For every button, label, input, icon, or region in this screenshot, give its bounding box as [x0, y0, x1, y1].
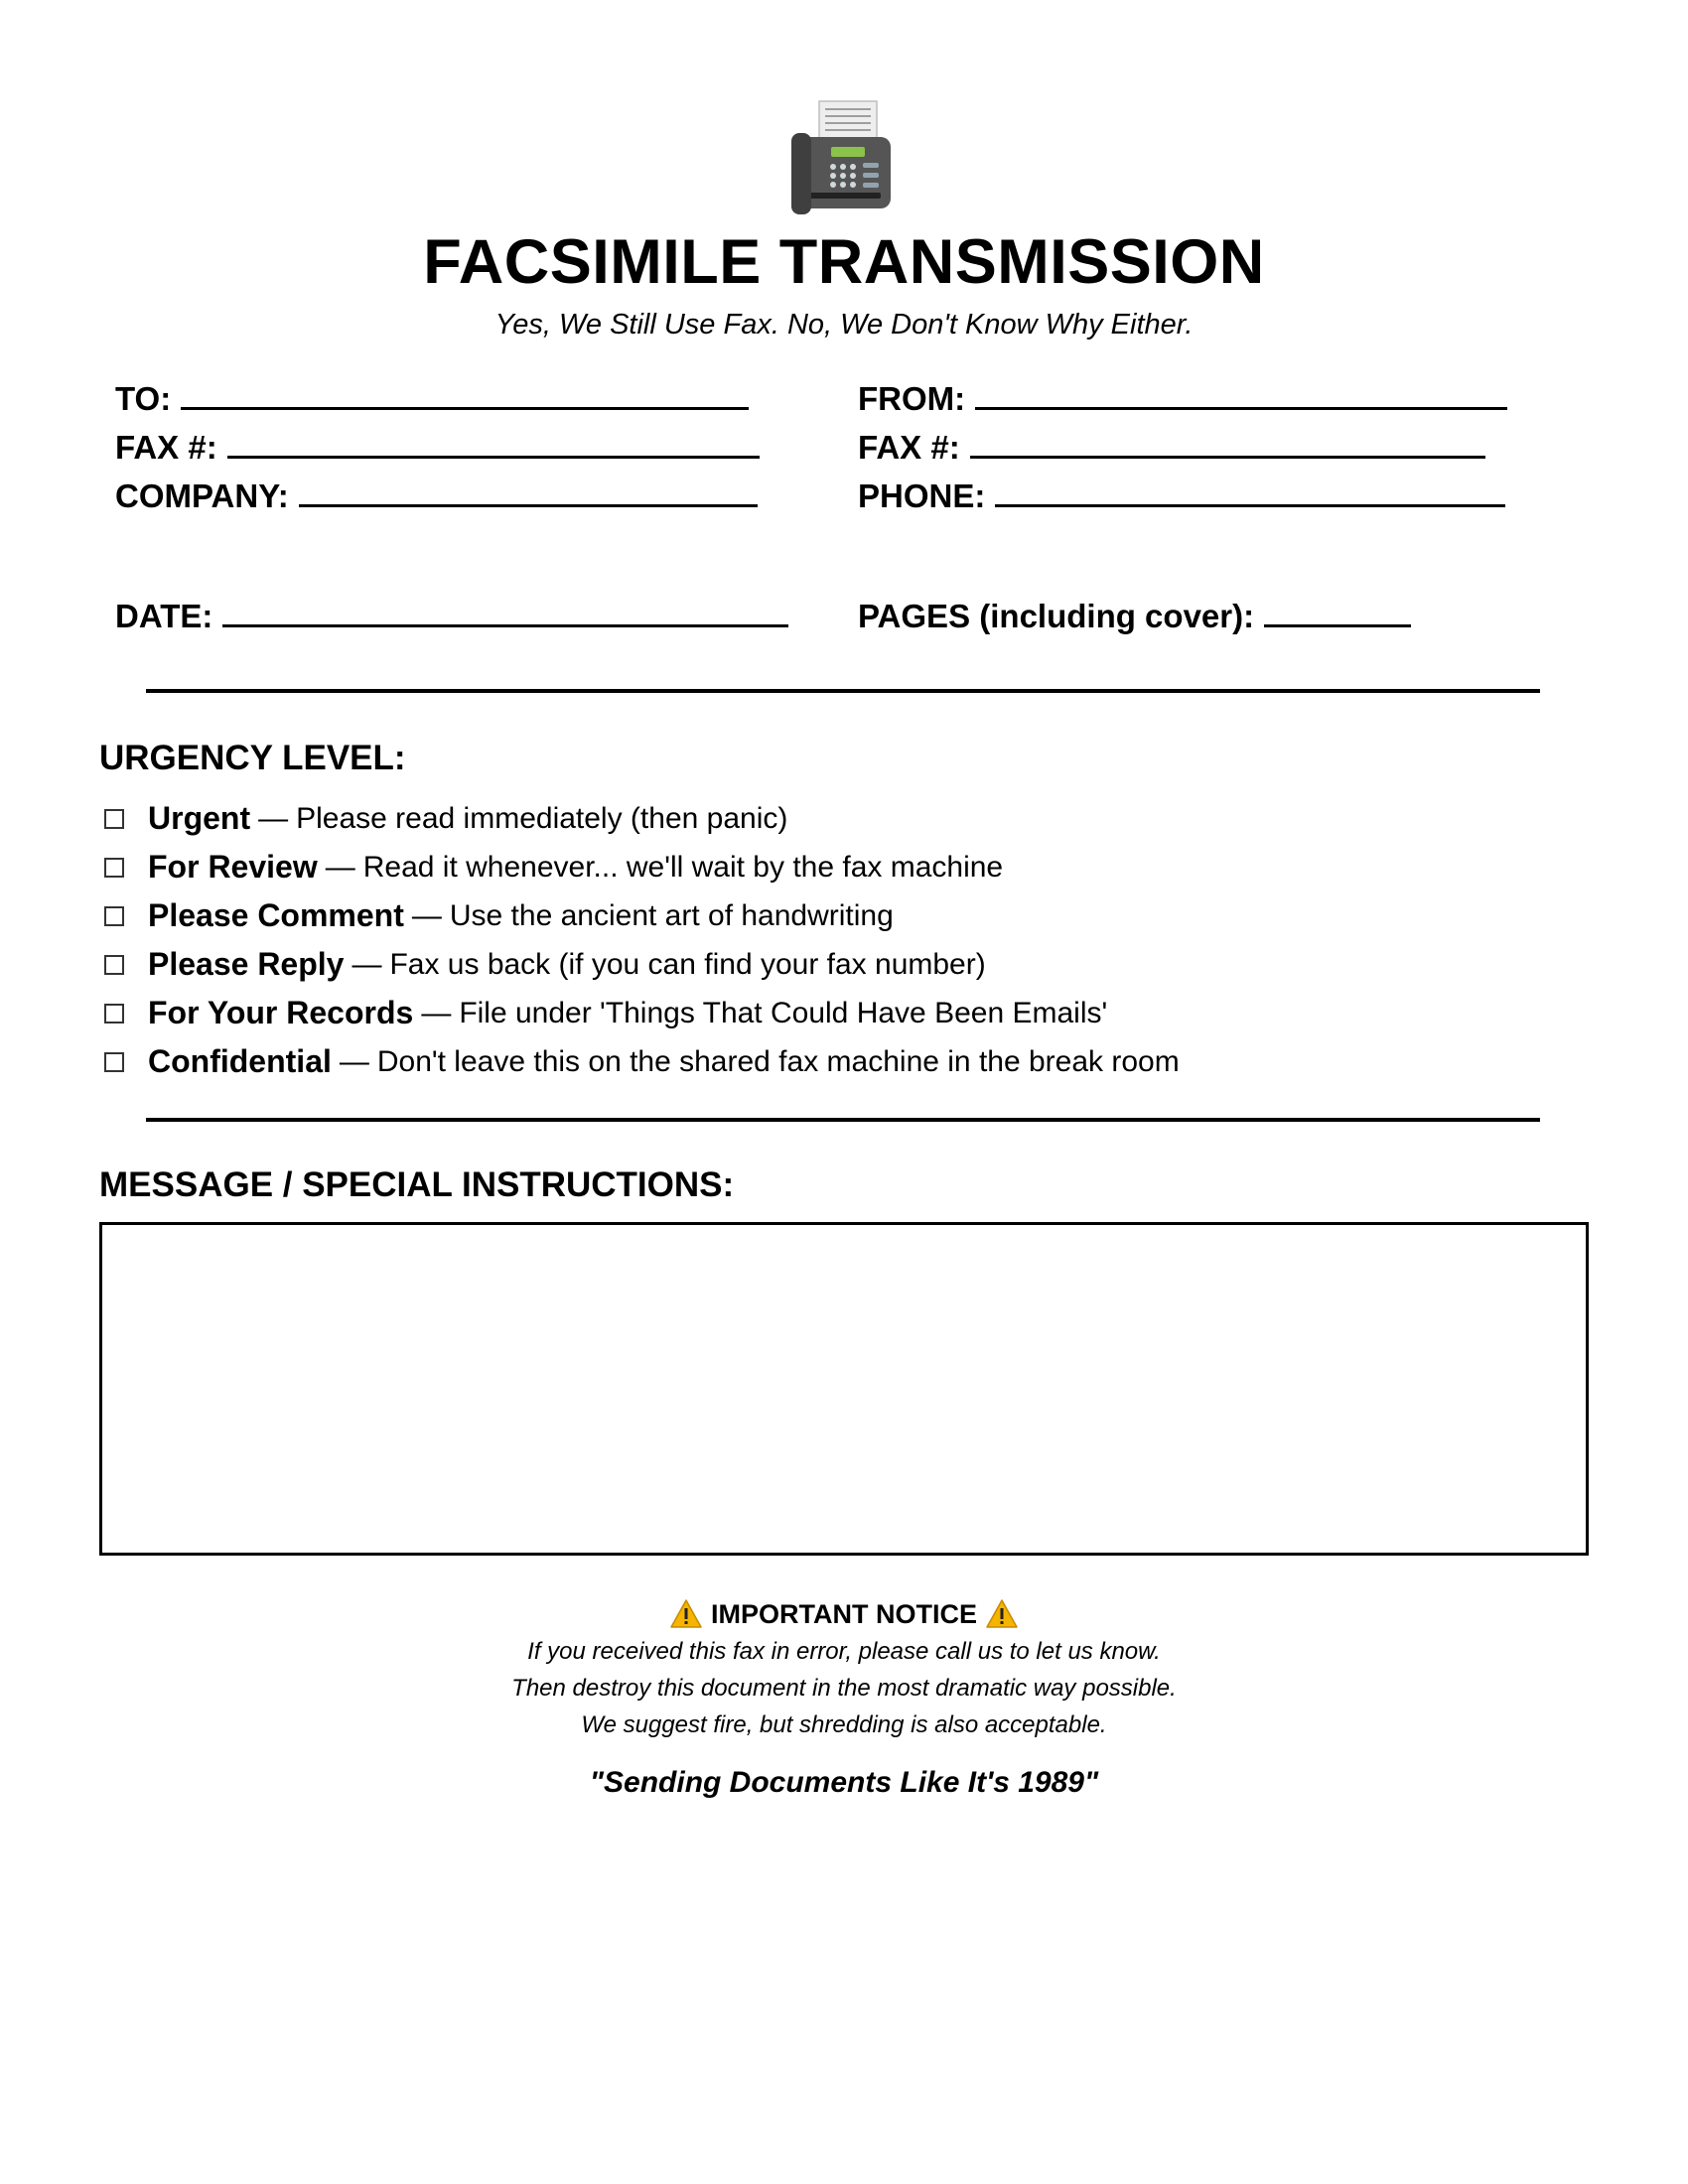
fax-right-label: FAX #:: [858, 429, 960, 466]
pages-blank[interactable]: [1264, 601, 1411, 627]
pages-label: PAGES (including cover):: [858, 598, 1255, 634]
phone-label: PHONE:: [858, 478, 986, 514]
from-label: FROM:: [858, 380, 966, 417]
checkbox[interactable]: [104, 955, 124, 975]
date-label: DATE:: [115, 598, 213, 634]
urgency-option-please-comment: [99, 891, 1180, 940]
company-blank[interactable]: [299, 480, 758, 507]
warning-icon: [669, 1598, 703, 1630]
urgency-heading: URGENCY LEVEL:: [99, 739, 406, 777]
section-divider: [146, 1118, 1540, 1122]
checkbox[interactable]: [104, 1004, 124, 1024]
notice-line: Then destroy this document in the most dramatic way possible.: [511, 1675, 1177, 1702]
urgency-option-desc: File under 'Things That Could Have Been Emails': [459, 996, 1108, 1029]
message-heading: MESSAGE / SPECIAL INSTRUCTIONS:: [99, 1165, 735, 1204]
slogan: "Sending Documents Like It's 1989": [589, 1766, 1099, 1799]
urgency-option-desc: Don't leave this on the shared fax machine in the break room: [376, 1044, 1180, 1078]
urgency-option-desc: Please read immediately (then panic): [296, 801, 788, 835]
warning-icon: [985, 1598, 1019, 1630]
fax-left-blank[interactable]: [227, 432, 760, 459]
notice-heading-row: [0, 1598, 1688, 1630]
phone-blank[interactable]: [995, 480, 1505, 507]
checkbox[interactable]: [104, 809, 124, 829]
separator-dash: —: [325, 850, 355, 884]
urgency-option-for-your-records: [99, 989, 1180, 1037]
date-field: [115, 598, 788, 637]
urgency-option-desc: Read it whenever... we'll wait by the fax machine: [362, 850, 1004, 884]
fax-machine-icon: [783, 99, 903, 218]
urgency-option-label: Please Reply: [148, 946, 345, 982]
page-subtitle: Yes, We Still Use Fax. No, We Don't Know Why Either.: [494, 309, 1194, 341]
from-blank[interactable]: [975, 383, 1507, 410]
urgency-option-desc: Use the ancient art of handwriting: [449, 898, 894, 932]
checkbox[interactable]: [104, 906, 124, 926]
fax-right-blank[interactable]: [970, 432, 1485, 459]
urgency-option-please-reply: [99, 940, 1180, 989]
page-title: FACSIMILE TRANSMISSION: [423, 227, 1265, 297]
separator-dash: —: [258, 801, 289, 835]
to-blank[interactable]: [181, 383, 749, 410]
urgency-option-label: Urgent: [148, 800, 251, 836]
separator-dash: —: [352, 947, 382, 981]
notice-heading: IMPORTANT NOTICE: [711, 1598, 977, 1629]
urgency-option-label: For Review: [148, 849, 318, 885]
urgency-option-for-review: [99, 843, 1180, 891]
message-box[interactable]: [99, 1222, 1589, 1556]
urgency-option-urgent: [99, 794, 1180, 843]
company-field: [115, 478, 758, 517]
pages-field: [858, 598, 1411, 637]
phone-field: [858, 478, 1505, 517]
checkbox[interactable]: [104, 1052, 124, 1072]
urgency-option-label: Confidential: [148, 1043, 332, 1079]
date-blank[interactable]: [222, 601, 788, 627]
separator-dash: —: [339, 1044, 369, 1078]
fax-right-field: [858, 429, 1485, 469]
from-field: [858, 380, 1507, 420]
fax-left-label: FAX #:: [115, 429, 217, 466]
notice-line: We suggest fire, but shredding is also acceptable.: [581, 1711, 1107, 1738]
to-field: [115, 380, 749, 420]
checkbox[interactable]: [104, 858, 124, 878]
separator-dash: —: [411, 898, 442, 932]
urgency-option-desc: Fax us back (if you can find your fax number): [389, 947, 986, 981]
urgency-option-label: Please Comment: [148, 897, 404, 933]
fax-left-field: [115, 429, 760, 469]
company-label: COMPANY:: [115, 478, 289, 514]
separator-dash: —: [421, 996, 452, 1029]
urgency-option-label: For Your Records: [148, 995, 414, 1030]
urgency-option-confidential: [99, 1037, 1180, 1086]
to-label: TO:: [115, 380, 172, 417]
notice-line: If you received this fax in error, please call us to let us know.: [527, 1638, 1161, 1665]
section-divider: [146, 689, 1540, 693]
urgency-list: [99, 794, 1180, 1086]
